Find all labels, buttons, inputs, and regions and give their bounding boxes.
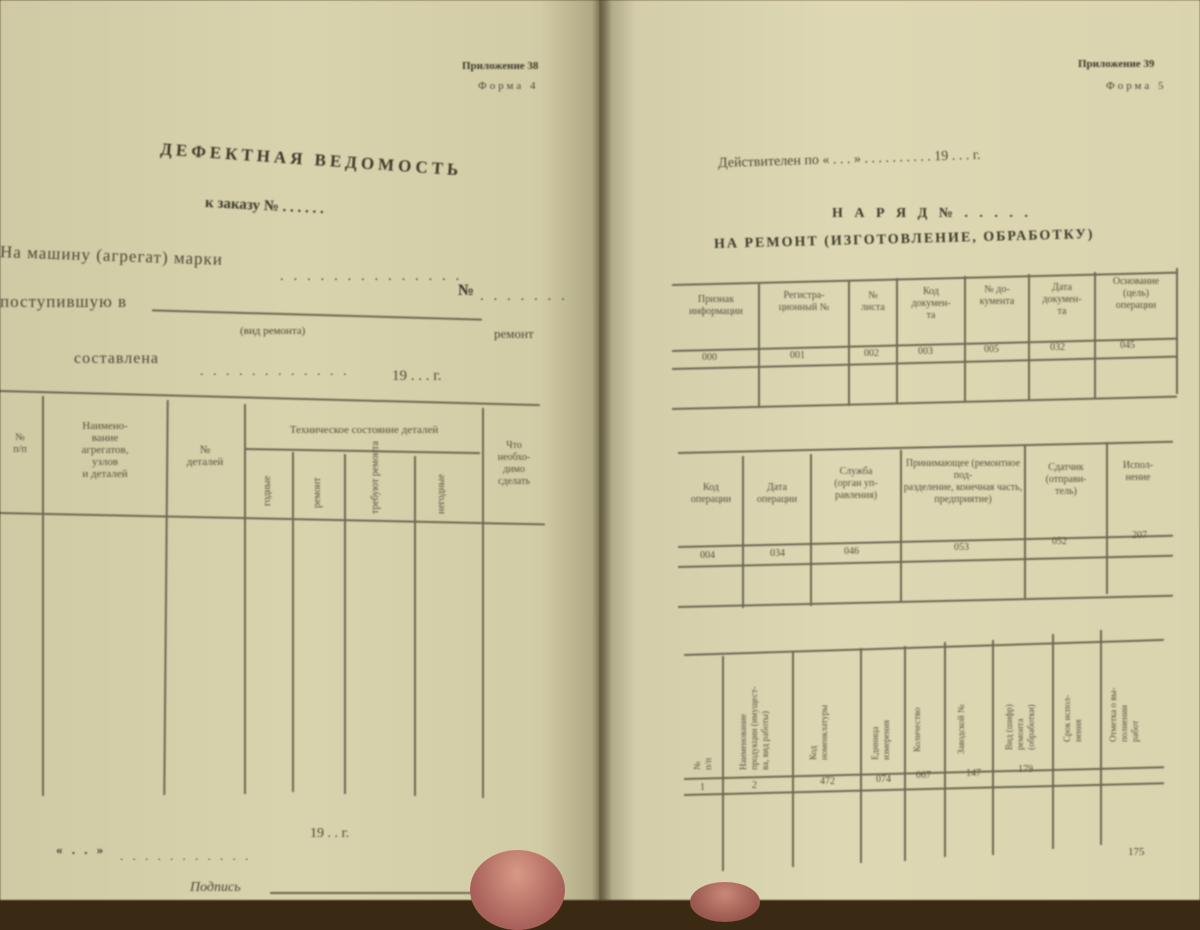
dotted-fill-3: . . . . . . . . . . . . xyxy=(200,364,350,379)
dotted-fill: . . . . . . . . . . . . . . xyxy=(280,268,463,284)
t2-code-5: 207 xyxy=(1132,530,1147,541)
dotted-fill-2: . . . . . . . xyxy=(480,288,568,304)
th-what-to-do: Что необхо- димо сделать xyxy=(497,440,531,487)
t1-header-5: Дата докумен- та xyxy=(1042,282,1082,317)
right-title-2: НА РЕМОНТ (ИЗГОТОВЛЕНИЕ, ОБРАБОТКУ) xyxy=(713,227,1095,252)
machine-line-prefix: На машину (агрегат) марки xyxy=(0,242,224,269)
t2-code-0: 004 xyxy=(700,550,715,561)
t1-header-6: Основание (цель) операции xyxy=(1112,276,1160,311)
t1-code-2: 002 xyxy=(864,348,879,359)
t1-header-2: № листа xyxy=(861,290,885,313)
t1-header-4: № до- кумента xyxy=(979,284,1015,307)
thumb xyxy=(470,850,565,930)
t2-header-2: Служба (орган уп- равления) xyxy=(834,466,878,501)
t2-code-4: 052 xyxy=(1052,536,1067,547)
t3-code-4: 067 xyxy=(916,770,931,781)
t1-code-4: 005 xyxy=(984,344,999,355)
valid-until: Действителен по « . . . » . . . . . . . . . . 19 . . . г. xyxy=(717,147,981,172)
finger xyxy=(690,882,760,922)
dotted-fill-4: . . . . . . . . . . . xyxy=(120,848,252,863)
t2-code-1: 034 xyxy=(770,548,785,559)
t2-code-3: 053 xyxy=(954,542,969,553)
received-underline xyxy=(152,309,482,320)
t3-code-6: 179 xyxy=(1018,764,1033,775)
t3-code-2: 472 xyxy=(820,776,835,787)
machine-line-suffix: № xyxy=(458,282,475,299)
page-number: 175 xyxy=(1128,846,1145,858)
t1-header-3: Код докумен- та xyxy=(911,286,951,321)
received-line: поступившую в xyxy=(0,292,128,311)
t2-header-3: Принимающее (ремонтное под- разделение, конечная часть, предприятие) xyxy=(903,458,1023,505)
t3-header-6: Вид (шифр) ремонта (обработки) xyxy=(1004,704,1036,750)
t3-header-0: № п/п xyxy=(692,757,713,770)
order-line: к заказу № . . . . . . xyxy=(204,194,325,218)
right-title-1: Н А Р Я Д № . . . . . xyxy=(832,206,1032,221)
left-header-appendix: Приложение 38 xyxy=(462,60,539,72)
t2-header-0: Код операции xyxy=(690,482,732,505)
t2-header-1: Дата операции xyxy=(756,482,798,505)
repair-word: ремонт xyxy=(494,326,534,341)
t3-code-5: 147 xyxy=(966,768,981,779)
year-bottom: 19 . . г. xyxy=(310,826,350,841)
t3-header-3: Единица измерения xyxy=(870,719,891,760)
t1-code-6: 045 xyxy=(1120,340,1135,351)
t3-code-1: 2 xyxy=(752,780,757,791)
th-scrap: негодные xyxy=(436,474,447,514)
right-header-form: Форма 5 xyxy=(1106,80,1167,92)
right-page xyxy=(600,0,1200,900)
t2-header-4: Сдатчик (отправи- тель) xyxy=(1045,462,1087,497)
t3-code-3: 074 xyxy=(876,774,891,785)
t3-header-4: Количество xyxy=(912,707,922,752)
t3-header-8: Отметка о вы- полнении работ xyxy=(1108,687,1140,742)
right-header-appendix: Приложение 39 xyxy=(1078,58,1155,70)
left-header-form: Форма 4 xyxy=(478,80,539,92)
t1-header-1: Регистра- ционный № xyxy=(778,290,830,313)
left-title: ДЕФЕКТНАЯ ВЕДОМОСТЬ xyxy=(159,139,463,180)
th-good: годные xyxy=(262,475,273,506)
book-gutter xyxy=(592,0,612,900)
th-repair: ремонт xyxy=(312,477,323,508)
signature-label: Подпись xyxy=(190,880,241,895)
signature-underline xyxy=(270,892,480,894)
t1-header-0: Признак информации xyxy=(689,294,743,317)
t1-code-5: 032 xyxy=(1050,342,1065,353)
compiled-line: составлена xyxy=(74,350,159,367)
t2-header-5: Испол- нение xyxy=(1122,460,1154,483)
t1-code-1: 001 xyxy=(790,350,805,361)
th-no: № п/п xyxy=(13,432,27,455)
t3-header-5: Заводской № xyxy=(956,704,966,754)
th-name: Наимено- вание агрегатов, узлов и деталей xyxy=(81,420,129,480)
th-tech-state: Техническое состояние деталей xyxy=(289,424,439,436)
t3-header-1: Наименование продукции (имущест- ва, вид работы) xyxy=(738,686,770,770)
th-need-repair: требуют ремонта xyxy=(370,441,381,514)
t3-header-7: Срок испол- нения xyxy=(1062,694,1083,742)
t1-code-3: 003 xyxy=(918,346,933,357)
t2-code-2: 046 xyxy=(844,546,859,557)
t3-header-2: Код номенклатуры xyxy=(808,704,829,760)
repair-kind-hint: (вид ремонта) xyxy=(240,325,306,337)
date-line: « . . » xyxy=(56,842,107,857)
left-page xyxy=(0,0,600,900)
t3-code-0: 1 xyxy=(700,782,705,793)
th-part-no: № деталей xyxy=(186,444,224,468)
t1-code-0: 000 xyxy=(702,352,717,363)
year-fragment: 19 . . . г. xyxy=(392,368,442,384)
